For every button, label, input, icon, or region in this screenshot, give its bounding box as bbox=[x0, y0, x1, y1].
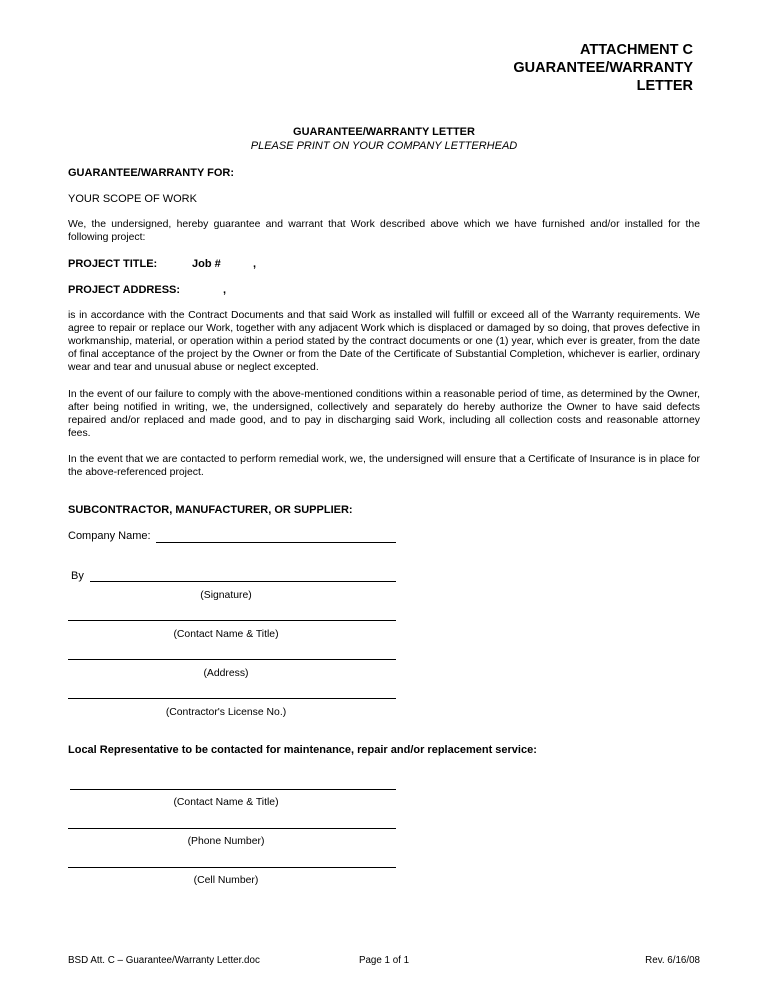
document-title: GUARANTEE/WARRANTY LETTER bbox=[293, 126, 475, 138]
attachment-title-line2: LETTER bbox=[636, 78, 693, 94]
license-caption: (Contractor's License No.) bbox=[165, 707, 287, 718]
attachment-header bbox=[513, 41, 693, 95]
project-title-comma: , bbox=[253, 258, 257, 270]
scope-of-work: YOUR SCOPE OF WORK bbox=[68, 193, 197, 205]
contact-caption: (Contact Name & Title) bbox=[173, 629, 279, 640]
failure-to-comply-paragraph: In the event of our failure to comply with the above-mentioned conditions within a reasonable period of time, as determined by the Owner, after being notified in writing, we, the undersigned, collectively and separately do hereby authorize the Owner to have said defects repaired and/or replaced and made good, and to pay in discharging said Work, including all collection costs and reasonable attorney fees. bbox=[68, 389, 700, 439]
project-address-label: PROJECT ADDRESS: bbox=[68, 284, 181, 296]
project-title-label: PROJECT TITLE: bbox=[68, 258, 158, 270]
signature-caption: (Signature) bbox=[200, 590, 252, 601]
signature-line bbox=[90, 581, 396, 582]
address-line bbox=[68, 659, 396, 660]
subcontractor-heading: SUBCONTRACTOR, MANUFACTURER, OR SUPPLIER: bbox=[68, 504, 353, 516]
footer-filename: BSD Att. C – Guarantee/Warranty Letter.doc bbox=[68, 955, 260, 966]
job-number-label: Job # bbox=[192, 258, 221, 270]
footer-page-number: Page 1 of 1 bbox=[358, 955, 410, 966]
document-subtitle: PLEASE PRINT ON YOUR COMPANY LETTERHEAD bbox=[250, 140, 518, 152]
license-line bbox=[68, 698, 396, 699]
local-contact-caption: (Contact Name & Title) bbox=[173, 797, 279, 808]
attachment-label: ATTACHMENT C bbox=[579, 42, 693, 58]
phone-line bbox=[68, 828, 396, 829]
intro-paragraph: We, the undersigned, hereby guarantee and warrant that Work described above which we have furnished and/or installed for the following project: bbox=[68, 219, 700, 243]
company-name-line bbox=[156, 542, 396, 543]
cell-line bbox=[68, 867, 396, 868]
guarantee-for-label: GUARANTEE/WARRANTY FOR: bbox=[68, 167, 235, 179]
footer-revision: Rev. 6/16/08 bbox=[645, 955, 700, 966]
project-address-comma: , bbox=[223, 284, 227, 296]
company-name-label: Company Name: bbox=[68, 530, 151, 542]
attachment-title-line1: GUARANTEE/WARRANTY bbox=[513, 60, 693, 76]
by-label: By bbox=[71, 570, 84, 582]
address-caption: (Address) bbox=[203, 668, 249, 679]
cell-caption: (Cell Number) bbox=[193, 875, 259, 886]
insurance-paragraph: In the event that we are contacted to perform remedial work, we, the undersigned will ensure that a Certificate of Insurance is in place for the above-referenced project. bbox=[68, 454, 700, 478]
local-contact-line bbox=[70, 789, 396, 790]
phone-caption: (Phone Number) bbox=[187, 836, 265, 847]
warranty-terms-paragraph: is in accordance with the Contract Documents and that said Work as installed will fulfill or exceed all of the Warranty requirements. We agree to repair or replace our Work, together with any adjacent Work which is displaced or damaged by so doing, that proves defective in workmanship, material, or operation within a period stated by the contract documents or one (1) year, which ever is greater, from the date of final acceptance of the project by the Owner or from the Date of the Certificate of Substantial Completion, whichever is earlier, ordinary wear and tear and unusual abuse or neglect excepted. bbox=[68, 310, 700, 373]
local-rep-heading: Local Representative to be contacted for maintenance, repair and/or replacement service: bbox=[68, 744, 537, 756]
contact-line bbox=[68, 620, 396, 621]
